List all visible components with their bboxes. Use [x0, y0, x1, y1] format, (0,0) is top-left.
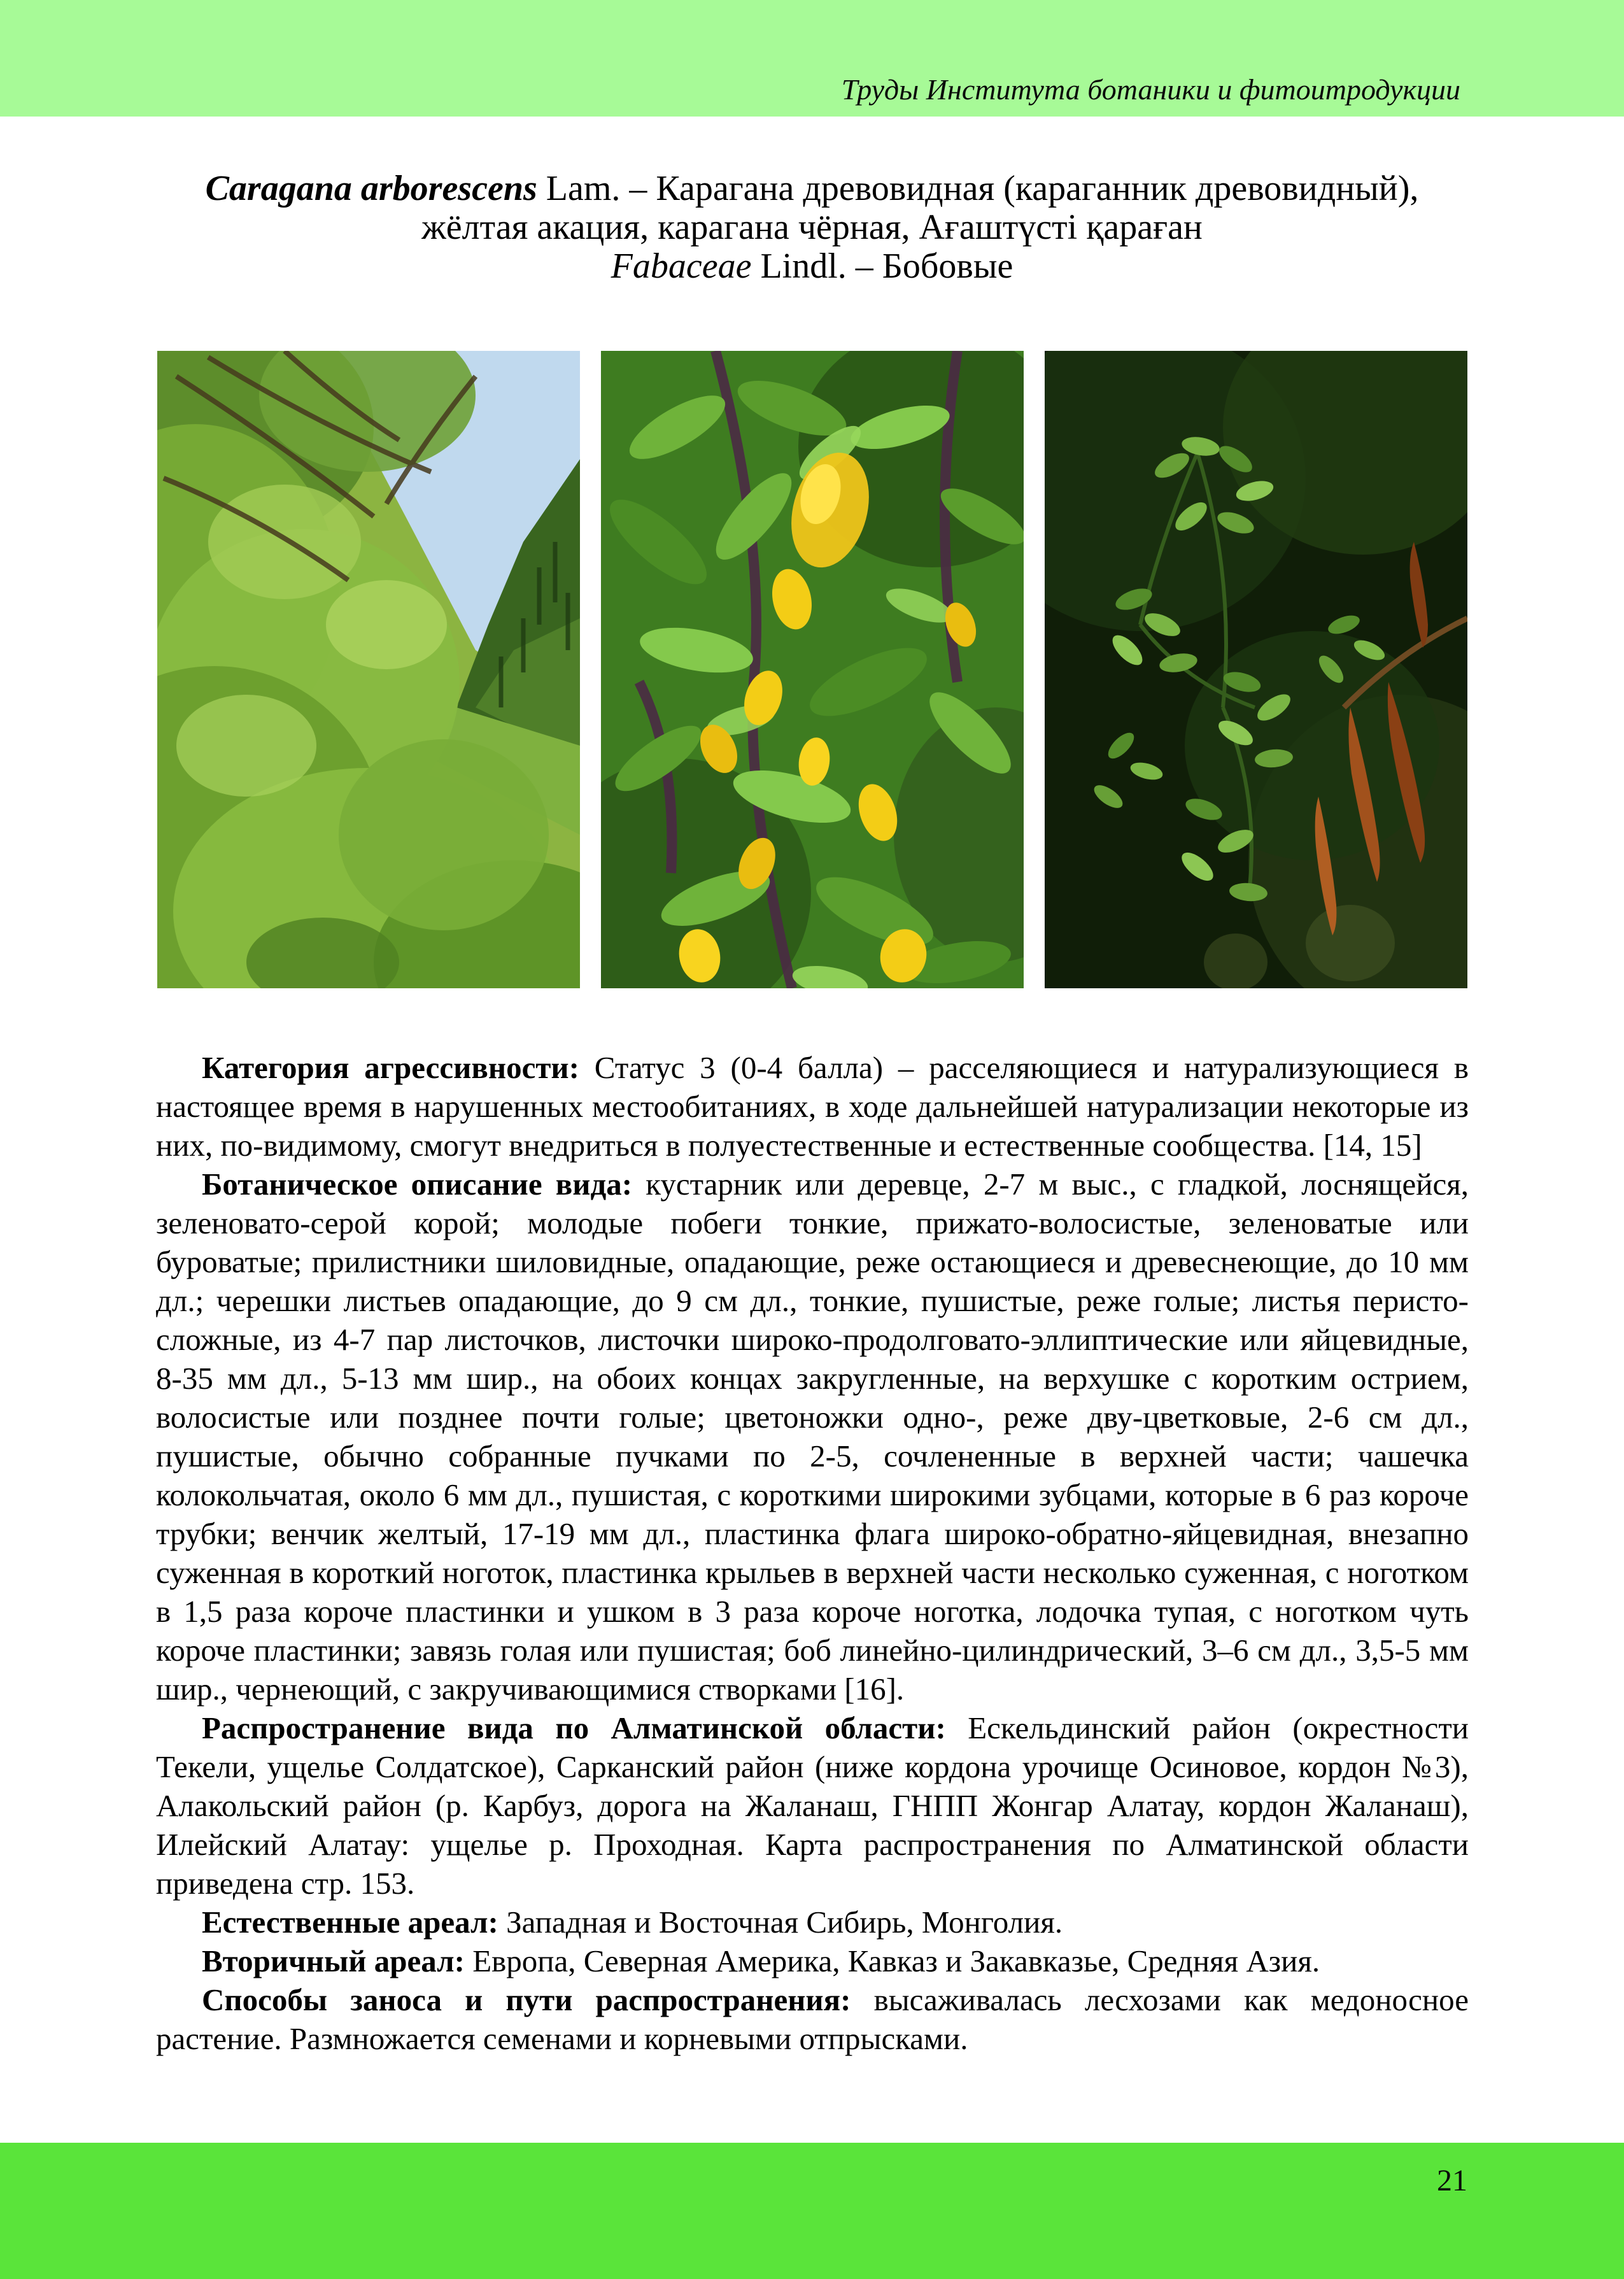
paragraph-text: кустарник или деревце, 2-7 м выс., с гладкой, лоснящейся, зеленовато-серой корой; молодые побеги тонкие, прижато-волосистые, зеленоватые или буроватые; прилистники шиловидные, опадающие, реже остающиеся и древеснеющие, до 10 мм дл.; черешки листьев опадающие, до 9 см дл., тонкие, пушистые, реже голые; листья перисто-сложные, из 4-7 пар листочков, листочки широко-продолговато-эллиптические или яйцевидные, 8-35 мм дл., 5-13 мм шир., на обоих концах закругленные, на верхушке с коротким острием, волосистые или позднее почти голые; цветоножки одно-, реже дву-цветковые, 2-6 см дл., пушистые, обычно собранные пучками по 2-5, сочлененные в верхней части; чашечка колокольчатая, около 6 мм дл., пушистая, с короткими широкими зубцами, которые в 6 раз короче трубки; венчик желтый, 17-19 мм дл., пластинка флага широко-обратно-яйцевидная, внезапно суженная в короткий ноготок, пластинка крыльев в верхней части несколько суженная, с ноготком в 1,5 раза короче пластинки и ушком в 3 раза короче ноготка, лодочка тупая, с ноготком чуть короче пластинки; завязь голая или пушистая; боб линейно-цилиндрический, 3–6 см дл., 3,5-5 мм шир., чернеющий, с закручивающимися створками [16]. [156, 1167, 1469, 1707]
photo-flowering-branch-yellow-flowers [601, 351, 1024, 988]
article-body [156, 1048, 1469, 2058]
paragraph-lead: Способы заноса и пути распространения: [202, 1982, 851, 2017]
title-line-3-rest: Lindl. – Бобовые [751, 246, 1013, 286]
page-footer-band [0, 2143, 1624, 2279]
photo-branch-leaves-and-red-pods [1045, 351, 1467, 988]
paragraph-text: высаживалась лесхозами как медоносное растение. Размножается семенами и корневыми отпрысками. [156, 1982, 1469, 2056]
paragraph-lead: Категория агрессивности: [202, 1050, 579, 1085]
paragraph-secondary-range [156, 1942, 1469, 1980]
page-header-band [0, 0, 1624, 117]
paragraph-introduction-pathways [156, 1980, 1469, 2058]
paragraph-botanical-description [156, 1165, 1469, 1708]
species-title-block [0, 169, 1624, 286]
paragraph-text: Европа, Северная Америка, Кавказ и Закавказье, Средняя Азия. [464, 1943, 1320, 1978]
journal-running-title: Труды Института ботаники и фитоитродукции [841, 73, 1460, 106]
paragraph-aggressiveness-category [156, 1048, 1469, 1165]
paragraph-text: Западная и Восточная Сибирь, Монголия. [498, 1905, 1063, 1940]
paragraph-lead: Вторичный ареал: [202, 1943, 465, 1978]
title-line-2-synonyms: жёлтая акация, карагана чёрная, Ағаштүсті қараған [421, 208, 1203, 247]
pods-photo-illustration [1045, 351, 1467, 988]
paragraph-text: Статус 3 (0-4 балла) – расселяющиеся и натурализующиеся в настоящее время в нарушенных местообитаниях, в ходе дальнейшей натурализации некоторые из них, по-видимому, смогут внедриться в полуестественные и естественные сообщества. [14, 15] [156, 1050, 1469, 1163]
paragraph-text: Ескельдинский район (окрестности Текели, ущелье Солдатское), Сарканский район (ниже кордона урочище Осиновое, кордон №3), Алакольский район (р. Карбуз, дорога на Жаланаш, ГНПП Жонгар Алатау, кордон Жаланаш), Илейский Алатау: ущелье р. Проходная. Карта распространения по Алматинской области приведена стр. 153. [156, 1710, 1469, 1901]
page-number: 21 [1437, 2164, 1467, 2197]
title-line-1-rest: Lam. – Карагана древовидная (караганник древовидный), [537, 169, 1419, 208]
habitat-photo-illustration [157, 351, 580, 988]
family-latin-name: Fabaceae [611, 246, 752, 286]
photo-habitat-thicket-mountain-slope [157, 351, 580, 988]
paragraph-lead: Естественные ареал: [202, 1905, 498, 1940]
title-line-1 [0, 169, 1624, 208]
flowers-photo-illustration [601, 351, 1024, 988]
paragraph-lead: Распространение вида по Алматинской области: [202, 1710, 946, 1745]
title-line-3 [0, 247, 1624, 286]
photo-row [157, 351, 1467, 988]
species-latin-name: Caragana arborescens [205, 169, 537, 208]
paragraph-lead: Ботаническое описание вида: [202, 1167, 633, 1202]
paragraph-distribution-almaty-region [156, 1708, 1469, 1903]
paragraph-natural-range [156, 1903, 1469, 1942]
